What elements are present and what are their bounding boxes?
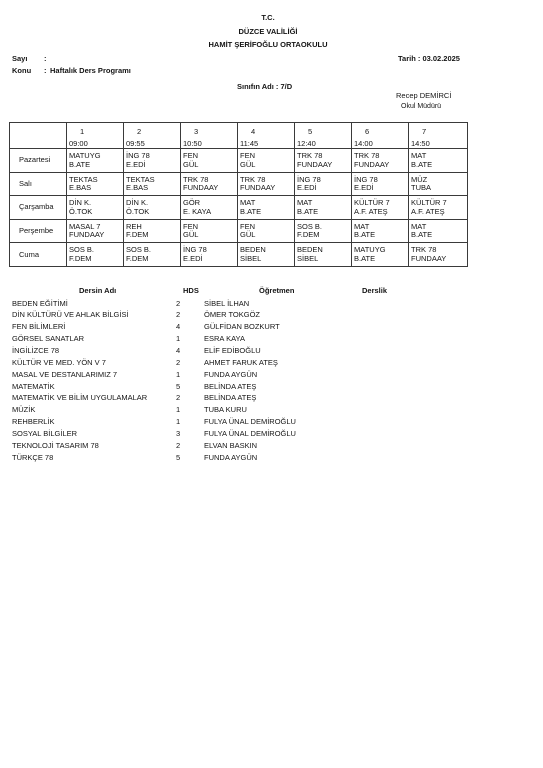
course-row [0, 429, 543, 439]
document-header [168, 11, 368, 52]
lesson-code: MATUYG [69, 151, 101, 160]
schedule-cell [181, 149, 238, 173]
course-teacher: ÖMER TOKGÖZ [204, 310, 260, 320]
course-name: SOSYAL BİLGİLER [12, 428, 78, 438]
lesson-code: İNG 78 [297, 174, 321, 184]
period-time: 09:00 [69, 139, 88, 148]
lesson-teacher: TUBA [411, 183, 432, 193]
course-teacher: SİBEL İLHAN [204, 298, 250, 308]
lesson-code: FEN [183, 221, 198, 231]
period-number: 3 [194, 127, 199, 136]
course-hds: 1 [176, 405, 181, 415]
course-hds: 5 [176, 452, 181, 462]
lesson-code: TRK 78 [240, 174, 266, 184]
period-time: 14:00 [354, 139, 373, 148]
course-row [0, 322, 543, 332]
lesson-code: BEDEN [240, 245, 266, 255]
lesson-code: İNG 78 [354, 174, 378, 184]
period-time: 09:55 [126, 139, 145, 148]
lesson-code: SOS B. [69, 245, 95, 255]
schedule-cell [295, 243, 352, 267]
lesson-code: MAT [354, 221, 370, 231]
lesson-code: FEN [240, 221, 255, 231]
lesson-teacher: A.F. ATEŞ [411, 206, 445, 216]
lesson-teacher: B.ATE [411, 230, 433, 240]
schedule-corner-cell [10, 123, 67, 149]
lesson-teacher: GÜL [240, 159, 256, 169]
period-header-cell [409, 123, 468, 149]
course-hds: 3 [176, 428, 181, 438]
lesson-teacher: GÜL [183, 159, 199, 169]
schedule-day-row [10, 243, 468, 267]
schedule-cell [67, 172, 124, 196]
class-name: Sınıfın Adı : 7/D [237, 82, 293, 91]
course-row [0, 382, 543, 392]
schedule-cell [181, 243, 238, 267]
schedule-cell [67, 219, 124, 243]
course-row [0, 405, 543, 415]
lesson-code: MÜZ [411, 174, 428, 184]
course-row [0, 393, 543, 403]
schedule-cell [124, 196, 181, 220]
course-name: MASAL VE DESTANLARIMIZ 7 [12, 369, 118, 379]
lesson-code: KÜLTÜR 7 [411, 198, 447, 208]
lesson-code: GÖR [183, 198, 201, 208]
schedule-cell [181, 196, 238, 220]
course-teacher: BELİNDA ATEŞ [204, 381, 257, 391]
course-header-teacher: Öğretmen [259, 286, 295, 295]
lesson-code: MATUYG [354, 245, 386, 255]
course-name: DİN KÜLTÜRÜ VE AHLAK BİLGİSİ [12, 310, 129, 320]
principal-title: Okul Müdürü [401, 103, 442, 110]
course-hds: 2 [176, 310, 181, 320]
course-name: BEDEN EĞİTİMİ [12, 298, 68, 308]
day-name: Perşembe [10, 219, 67, 243]
lesson-teacher: E.EDİ [297, 183, 317, 193]
schedule-cell [124, 243, 181, 267]
course-teacher: ELİF EDİBOĞLU [204, 345, 261, 355]
schedule-cell [238, 196, 295, 220]
course-name: MATEMATİK [12, 381, 55, 391]
lesson-code: TEKTAS [126, 174, 155, 184]
lesson-teacher: E. KAYA [183, 206, 212, 216]
period-header-cell [352, 123, 409, 149]
schedule-cell [409, 243, 468, 267]
lesson-teacher: SİBEL [297, 253, 319, 263]
schedule-cell [238, 149, 295, 173]
course-teacher: FUNDA AYGÜN [204, 369, 258, 379]
konu-value: Haftalık Ders Programı [50, 66, 131, 75]
header-governorship: DÜZCE VALİLİĞİ [238, 26, 298, 36]
lesson-teacher: F.DEM [297, 230, 320, 240]
lesson-code: TRK 78 [354, 151, 380, 160]
schedule-cell [409, 219, 468, 243]
lesson-teacher: A.F. ATEŞ [354, 206, 388, 216]
period-time: 11:45 [240, 139, 259, 148]
course-header-name: Dersin Adı [79, 286, 117, 295]
lesson-code: TRK 78 [297, 151, 323, 160]
period-time: 10:50 [183, 139, 202, 148]
period-number: 2 [137, 127, 142, 136]
schedule-cell [67, 149, 124, 173]
period-time: 14:50 [411, 139, 430, 148]
course-name: FEN BİLİMLERİ [12, 322, 66, 332]
lesson-code: SOS B. [297, 221, 323, 231]
schedule-cell [238, 219, 295, 243]
lesson-code: BEDEN [297, 245, 323, 255]
schedule-day-row [10, 149, 468, 173]
lesson-code: MAT [297, 198, 313, 208]
day-name: Cuma [10, 243, 67, 267]
schedule-cell [124, 149, 181, 173]
course-row [0, 453, 543, 463]
schedule-cell [352, 243, 409, 267]
lesson-teacher: F.DEM [69, 253, 92, 263]
course-hds: 1 [176, 417, 181, 427]
course-hds: 2 [176, 440, 181, 450]
schedule-cell [409, 172, 468, 196]
schedule-cell [352, 219, 409, 243]
schedule-cell [67, 196, 124, 220]
document-date: Tarih : 03.02.2025 [398, 54, 460, 63]
lesson-teacher: FUNDAAY [411, 253, 447, 263]
lesson-code: KÜLTÜR 7 [354, 198, 390, 208]
course-name: MÜZİK [12, 405, 36, 415]
lesson-teacher: B.ATE [354, 230, 376, 240]
lesson-teacher: SİBEL [240, 253, 262, 263]
lesson-code: İNG 78 [183, 245, 207, 255]
course-name: REHBERLİK [12, 417, 55, 427]
lesson-teacher: FUNDAAY [354, 159, 390, 169]
schedule-body [10, 149, 468, 267]
course-name: GÖRSEL SANATLAR [12, 334, 85, 344]
period-number: 6 [365, 127, 370, 136]
lesson-teacher: E.EDİ [183, 253, 203, 263]
lesson-code: REH [126, 221, 142, 231]
course-hds: 4 [176, 345, 181, 355]
period-time: 12:40 [297, 139, 316, 148]
lesson-teacher: E.EDİ [126, 159, 146, 169]
course-row [0, 358, 543, 368]
lesson-code: MASAL 7 [69, 221, 101, 231]
lesson-teacher: GÜL [183, 230, 199, 240]
sayi-separator: : [44, 54, 47, 63]
day-name: Salı [10, 172, 67, 196]
course-hds: 5 [176, 381, 181, 391]
lesson-code: DİN K. [69, 198, 92, 208]
course-teacher: ESRA KAYA [204, 334, 245, 344]
period-header-cell [181, 123, 238, 149]
schedule-day-row [10, 196, 468, 220]
schedule-cell [181, 219, 238, 243]
schedule-cell [67, 243, 124, 267]
lesson-teacher: F.DEM [126, 230, 149, 240]
header-school-name: HAMİT ŞERİFOĞLU ORTAOKULU [208, 40, 328, 49]
schedule-cell [238, 243, 295, 267]
course-name: İNGİLİZCE 78 [12, 345, 60, 355]
period-header-cell [124, 123, 181, 149]
course-name: TÜRKÇE 78 [12, 452, 54, 462]
schedule-cell [238, 172, 295, 196]
course-row [0, 334, 543, 344]
course-teacher: TUBA KURU [204, 405, 247, 415]
schedule-cell [352, 172, 409, 196]
course-hds: 1 [176, 369, 181, 379]
schedule-cell [409, 196, 468, 220]
lesson-teacher: E.BAS [69, 183, 92, 193]
course-teacher: ELVAN BASKIN [204, 440, 258, 450]
course-row [0, 370, 543, 380]
course-hds: 2 [176, 357, 181, 367]
course-name: MATEMATİK VE BİLİM UYGULAMALAR [12, 393, 148, 403]
principal-name: Recep DEMİRCİ [396, 91, 452, 100]
period-number: 5 [308, 127, 313, 136]
course-teacher: FULYA ÜNAL DEMİROĞLU [204, 428, 296, 438]
lesson-teacher: B.ATE [411, 159, 433, 169]
header-republic: T.C. [261, 13, 275, 22]
lesson-teacher: FUNDAAY [297, 159, 333, 169]
lesson-code: İNG 78 [126, 151, 150, 160]
lesson-teacher: B.ATE [69, 159, 91, 169]
course-header-room: Derslik [362, 286, 388, 295]
lesson-code: SOS B. [126, 245, 152, 255]
schedule-header-row [10, 123, 468, 149]
lesson-teacher: FUNDAAY [240, 183, 276, 193]
schedule-header [10, 123, 468, 149]
lesson-teacher: B.ATE [240, 206, 262, 216]
course-hds: 4 [176, 322, 181, 332]
course-name: KÜLTÜR VE MED. YÖN V 7 [12, 357, 106, 367]
schedule-cell [181, 172, 238, 196]
course-row [0, 299, 543, 309]
period-number: 7 [422, 127, 427, 136]
course-teacher: BELİNDA ATEŞ [204, 393, 257, 403]
course-teacher: FUNDA AYGÜN [204, 452, 258, 462]
lesson-teacher: FUNDAAY [183, 183, 219, 193]
schedule-cell [409, 149, 468, 173]
lesson-code: FEN [240, 151, 255, 160]
schedule-cell [295, 196, 352, 220]
schedule-cell [295, 172, 352, 196]
schedule-day-row [10, 219, 468, 243]
lesson-code: TRK 78 [183, 174, 209, 184]
course-header-hds: HDS [183, 286, 199, 295]
lesson-teacher: B.ATE [354, 253, 376, 263]
schedule-cell [295, 149, 352, 173]
lesson-code: MAT [411, 221, 427, 231]
course-teacher: GÜLFİDAN BOZKURT [204, 322, 280, 332]
course-hds: 2 [176, 393, 181, 403]
lesson-teacher: E.BAS [126, 183, 149, 193]
course-teacher: FULYA ÜNAL DEMİROĞLU [204, 417, 296, 427]
course-teacher: AHMET FARUK ATEŞ [204, 357, 278, 367]
lesson-code: FEN [183, 151, 198, 160]
day-name: Çarşamba [10, 196, 67, 220]
course-row [0, 417, 543, 427]
lesson-teacher: E.EDİ [354, 183, 374, 193]
schedule-cell [295, 219, 352, 243]
schedule-cell [352, 196, 409, 220]
course-row [0, 441, 543, 451]
konu-label: Konu [12, 66, 32, 75]
schedule-cell [124, 219, 181, 243]
schedule-day-row [10, 172, 468, 196]
lesson-teacher: GÜL [240, 230, 256, 240]
konu-separator: : [44, 66, 47, 75]
lesson-teacher: F.DEM [126, 253, 149, 263]
lesson-teacher: FUNDAAY [69, 230, 105, 240]
period-header-cell [295, 123, 352, 149]
weekly-schedule-table [9, 122, 468, 267]
day-name: Pazartesi [10, 149, 67, 173]
course-hds: 1 [176, 334, 181, 344]
lesson-code: MAT [411, 151, 427, 160]
period-number: 4 [251, 127, 256, 136]
schedule-cell [124, 172, 181, 196]
sayi-label: Sayı [12, 54, 28, 63]
schedule-cell [352, 149, 409, 173]
lesson-teacher: B.ATE [297, 206, 319, 216]
lesson-code: TEKTAS [69, 174, 98, 184]
lesson-code: TRK 78 [411, 245, 437, 255]
course-name: TEKNOLOJİ TASARIM 78 [12, 440, 99, 450]
lesson-teacher: Ö.TOK [69, 206, 93, 216]
lesson-teacher: Ö.TOK [126, 206, 150, 216]
period-header-cell [238, 123, 295, 149]
course-row [0, 346, 543, 356]
lesson-code: MAT [240, 198, 256, 208]
course-hds: 2 [176, 298, 181, 308]
course-row [0, 310, 543, 320]
lesson-code: DİN K. [126, 198, 149, 208]
period-number: 1 [80, 127, 85, 136]
period-header-cell [67, 123, 124, 149]
